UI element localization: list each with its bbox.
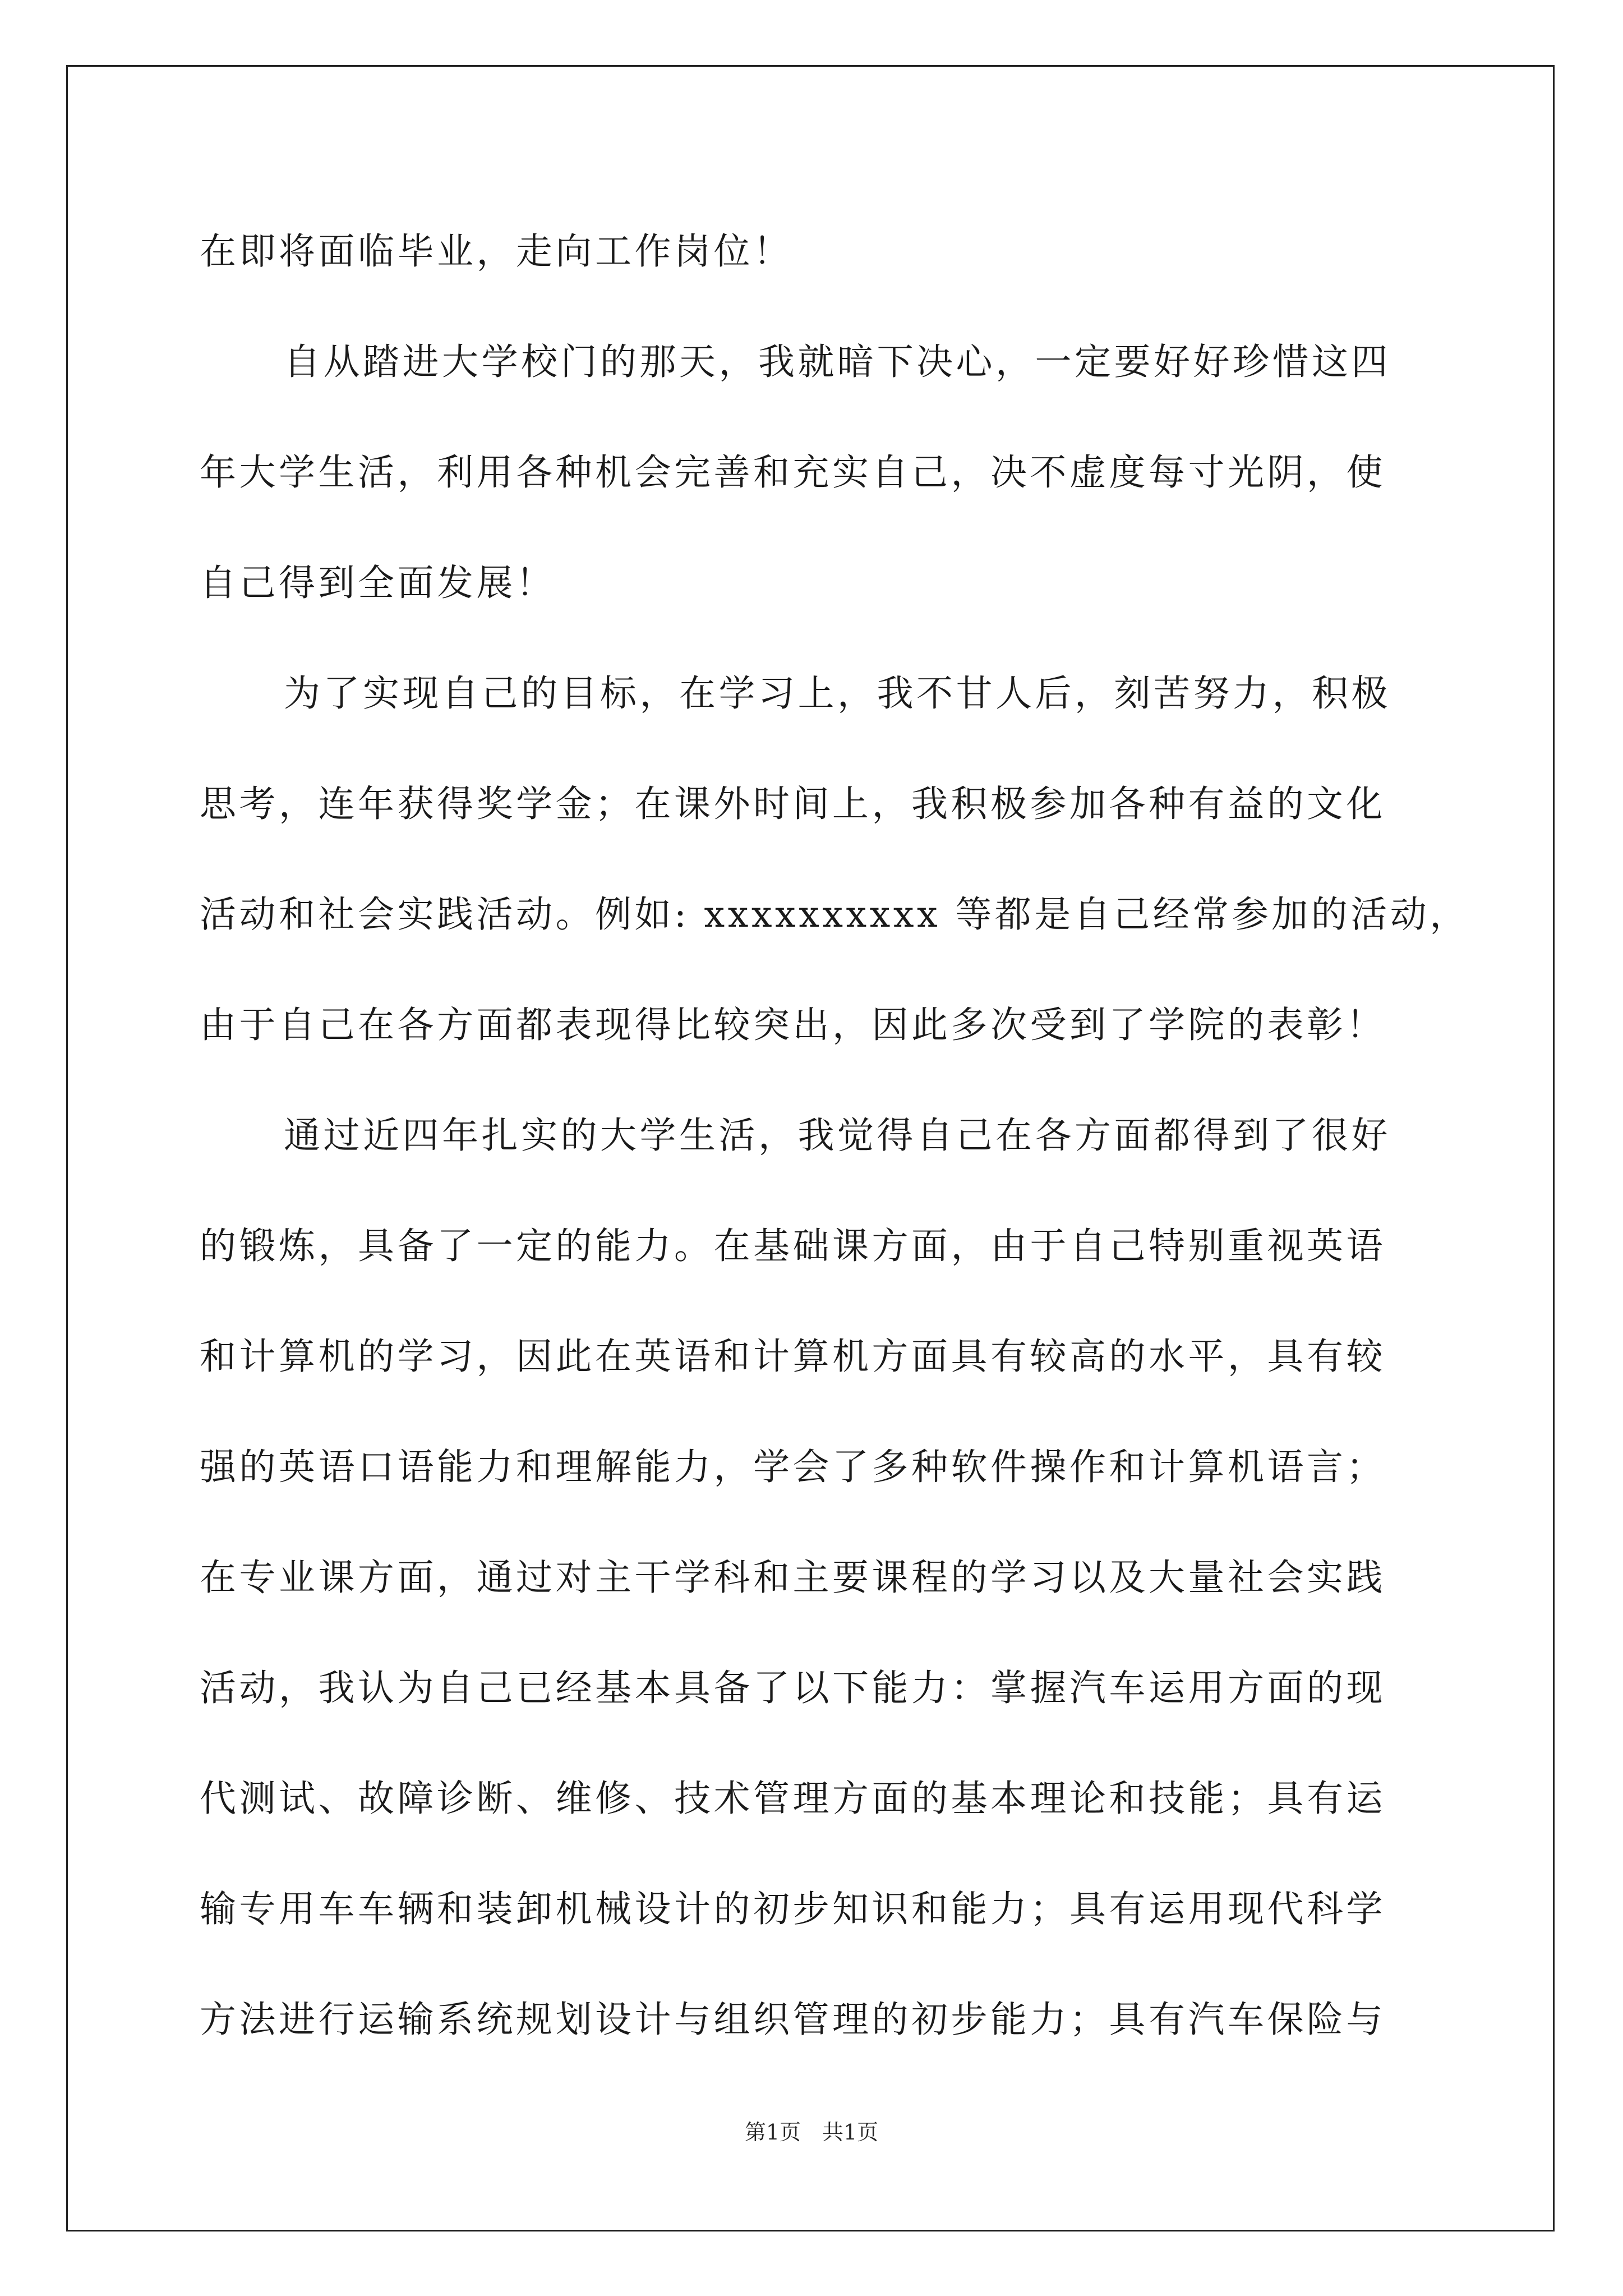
text-line: 活动，我认为自己已经基本具备了以下能力：掌握汽车运用方面的现 [200,1667,1386,1709]
text-line: 的锻炼，具备了一定的能力。在基础课方面，由于自己特别重视英语 [200,1225,1386,1267]
text-line: 由于自己在各方面都表现得比较突出，因此多次受到了学院的表彰！ [200,1004,1386,1046]
text-line: 方法进行运输系统规划设计与组织管理的初步能力；具有汽车保险与 [200,1999,1386,2041]
text-line: 活动和社会实践活动。例如: xxxxxxxxxx 等都是自己经常参加的活动， [200,894,1469,936]
text-line: 自从踏进大学校门的那天，我就暗下决心，一定要好好珍惜这四 [284,341,1391,383]
text-line: 为了实现自己的目标，在学习上，我不甘人后，刻苦努力，积极 [284,673,1391,715]
text-line: 通过近四年扎实的大学生活，我觉得自己在各方面都得到了很好 [284,1115,1391,1157]
document-body [200,209,1469,2088]
text-line: 输专用车车辆和装卸机械设计的初步知识和能力；具有运用现代科学 [200,1888,1386,1930]
text-line: 代测试、故障诊断、维修、技术管理方面的基本理论和技能；具有运 [200,1778,1386,1820]
text-line: 思考，连年获得奖学金；在课外时间上，我积极参加各种有益的文化 [200,783,1386,825]
text-line: 强的英语口语能力和理解能力，学会了多种软件操作和计算机语言； [200,1446,1386,1488]
text-line: 在专业课方面，通过对主干学科和主要课程的学习以及大量社会实践 [200,1557,1386,1599]
text-line: 在即将面临毕业，走向工作岗位！ [200,231,793,273]
text-line: 年大学生活，利用各种机会完善和充实自己，决不虚度每寸光阴，使 [200,452,1386,494]
page-footer: 第1页 共1页 [744,2120,879,2145]
text-line: 自己得到全面发展！ [200,562,556,604]
text-line: 和计算机的学习，因此在英语和计算机方面具有较高的水平，具有较 [200,1336,1386,1378]
